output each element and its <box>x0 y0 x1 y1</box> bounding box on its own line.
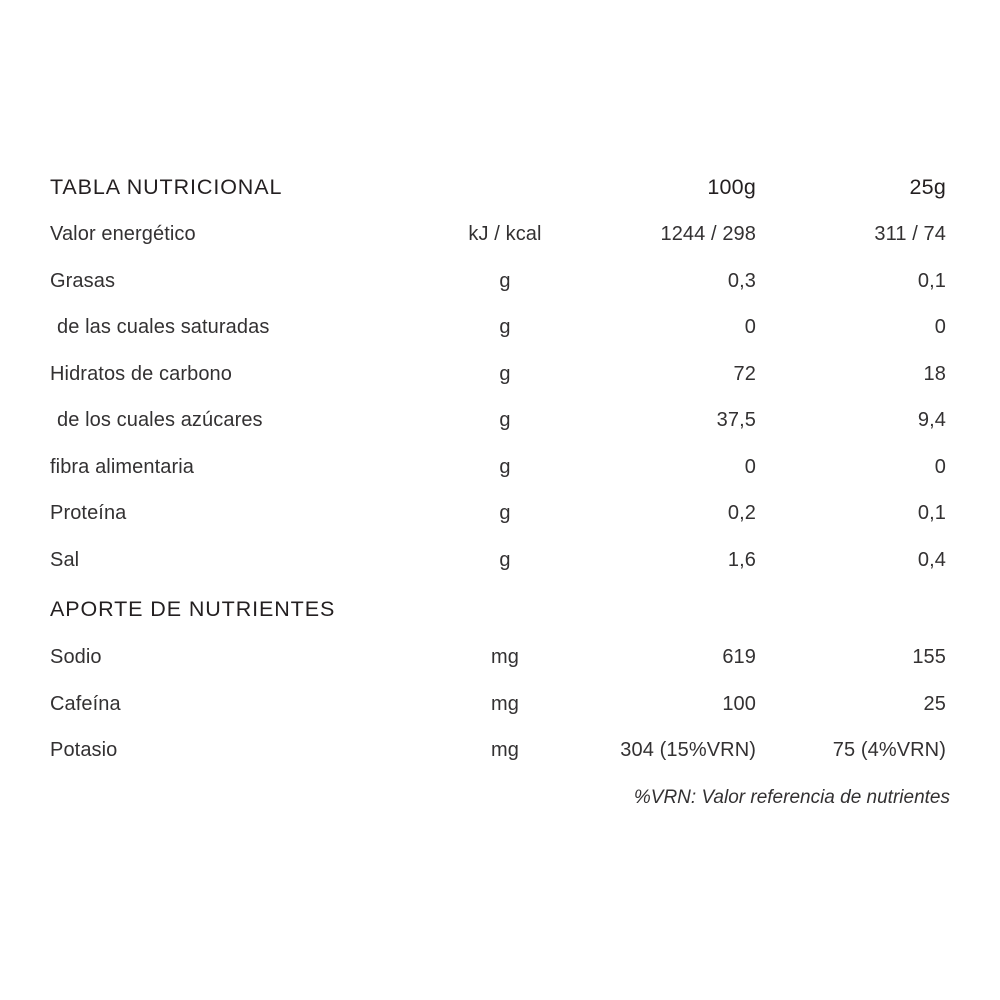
footnote-row <box>50 775 950 821</box>
row-value-100g: 304 (15%VRN) <box>620 739 756 762</box>
table-row <box>50 635 950 681</box>
row-label: Proteína <box>50 502 127 525</box>
row-label: Hidratos de carbono <box>50 362 233 385</box>
table-row <box>50 259 950 305</box>
row-label: Sal <box>50 548 80 571</box>
row-value-100g: 100 <box>722 692 756 715</box>
row-value-25g: 0,1 <box>917 269 946 292</box>
row-unit: g <box>499 269 511 292</box>
unit-column-header <box>440 163 570 211</box>
row-value-25g: 25 <box>923 692 946 715</box>
row-unit: g <box>499 455 511 478</box>
table-row <box>50 445 950 491</box>
row-value-25g: 0,4 <box>917 548 946 571</box>
row-value-100g: 1,6 <box>727 548 756 571</box>
row-value-25g: 0 <box>934 316 946 339</box>
row-unit: g <box>499 316 511 339</box>
table-row <box>50 212 950 258</box>
row-value-25g: 0 <box>934 455 946 478</box>
row-label: Grasas <box>50 269 116 292</box>
row-value-25g: 311 / 74 <box>874 223 946 246</box>
row-value-100g: 619 <box>722 646 756 669</box>
row-label: Valor energético <box>50 223 196 246</box>
table-row <box>50 491 950 537</box>
section-title-row <box>50 584 950 634</box>
row-label: Potasio <box>50 739 118 762</box>
table-row <box>50 682 950 728</box>
row-unit: mg <box>491 692 519 715</box>
row-unit: g <box>499 409 511 432</box>
row-value-25g: 9,4 <box>917 409 946 432</box>
table-header-row <box>50 163 950 211</box>
row-label: de las cuales saturadas <box>57 316 270 339</box>
row-unit: g <box>499 362 511 385</box>
column-header-25g: 25g <box>909 174 946 199</box>
nutrition-table-wrapper <box>50 163 950 821</box>
nutrition-table <box>50 163 950 821</box>
row-unit: kJ / kcal <box>468 223 542 246</box>
table-row <box>50 728 950 774</box>
row-value-25g: 75 (4%VRN) <box>832 739 946 762</box>
row-value-25g: 155 <box>912 646 946 669</box>
row-label: Sodio <box>50 646 102 669</box>
footnote: %VRN: Valor referencia de nutrientes <box>633 786 950 808</box>
column-header-100g: 100g <box>707 174 756 199</box>
row-value-100g: 37,5 <box>716 409 756 432</box>
table-row <box>50 352 950 398</box>
table-row <box>50 305 950 351</box>
row-value-100g: 0,2 <box>727 502 756 525</box>
row-unit: mg <box>491 739 519 762</box>
table-row <box>50 398 950 444</box>
row-unit: mg <box>491 646 519 669</box>
row-unit: g <box>499 502 511 525</box>
row-value-100g: 0 <box>744 455 756 478</box>
row-value-100g: 72 <box>733 362 756 385</box>
table-row <box>50 538 950 584</box>
row-label: de los cuales azúcares <box>57 409 263 432</box>
row-value-25g: 0,1 <box>917 502 946 525</box>
row-label: Cafeína <box>50 692 121 715</box>
row-value-100g: 0,3 <box>727 269 756 292</box>
row-value-100g: 1244 / 298 <box>660 223 756 246</box>
row-unit: g <box>499 548 511 571</box>
row-value-100g: 0 <box>744 316 756 339</box>
row-label: fibra alimentaria <box>50 455 194 478</box>
table-title: TABLA NUTRICIONAL <box>50 174 283 199</box>
section-title: APORTE DE NUTRIENTES <box>50 596 336 621</box>
row-value-25g: 18 <box>923 362 946 385</box>
